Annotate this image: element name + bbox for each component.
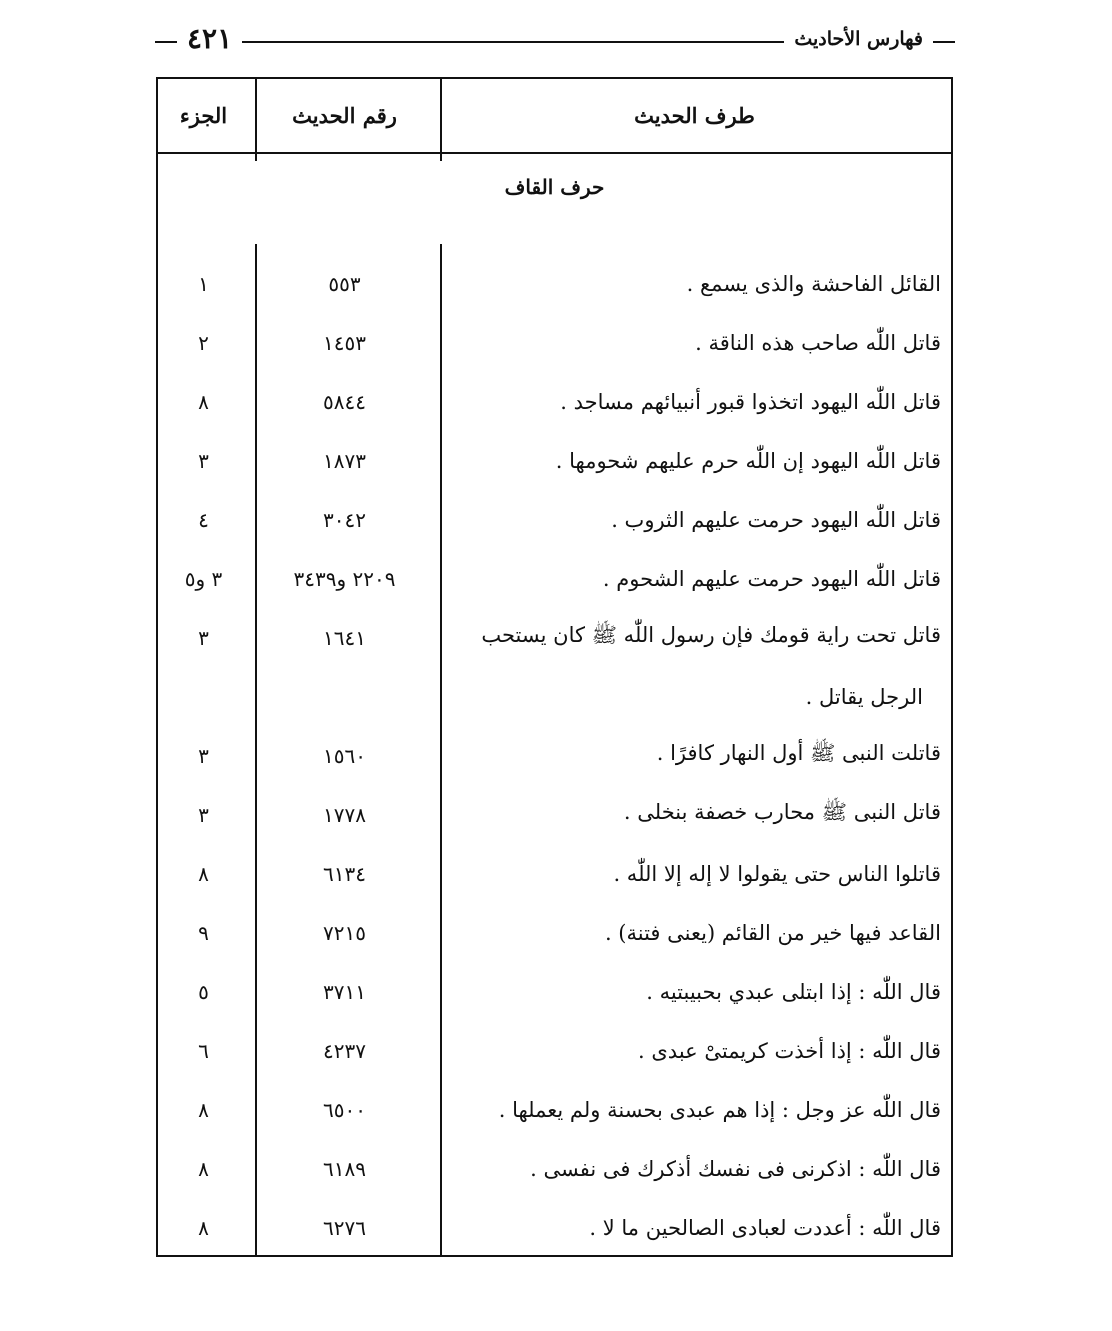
hadith-text: الرجل يقاتل . [805,684,923,709]
table-header-row [158,79,951,154]
volume-number: ٣ [198,802,209,827]
volume-number: ٥ [198,979,209,1004]
hadith-text: قاتل اللّٰه اليهود حرمت عليهم الثروب . [611,507,941,532]
table-row [158,903,951,962]
hadith-text: قاتل اللّٰه اليهود إن اللّٰه حرم عليهم شحومها . [555,448,941,473]
hadith-number: ٥٥٣ [328,271,361,296]
table-row [158,1021,951,1080]
hadith-number: ٥٨٤٤ [323,389,366,414]
table-row [158,313,951,372]
hadith-text: قاتل تحت راية قومك فإن رسول اللّٰه ﷺ كان يستحب [481,623,941,647]
hadith-number: ٢٢٠٩ و٣٤٣٩ [293,566,396,591]
volume-number: ٩ [198,920,209,945]
hadith-number: ١٨٧٣ [323,448,366,473]
table-row [158,1080,951,1139]
hadith-number: ٤٢٣٧ [323,1038,366,1063]
volume-number: ٦ [198,1038,209,1063]
hadith-text: قال اللّٰه : إذا ابتلى عبدي بحبيبتيه . [646,979,941,1004]
hadith-text: قال اللّٰه : اذكرنى فى نفسك أذكرك فى نفسى . [530,1156,941,1181]
hadith-number: ١٧٧٨ [323,802,366,827]
hadith-text: القاعد فيها خير من القائم (يعنى فتنة) . [604,920,941,945]
table-row [158,372,951,431]
hadith-text: قاتلوا الناس حتى يقولوا لا إله إلا اللّٰه . [613,861,941,886]
volume-number: ١ [198,271,209,296]
hadith-number: ١٦٤١ [323,625,366,650]
running-header [155,22,955,62]
table-row [158,431,951,490]
table-row [158,608,951,667]
column-header-number: رقم الحديث [292,103,397,128]
hadith-text: قاتلت النبى ﷺ أول النهار كافرًا . [656,741,941,765]
hadith-text: قاتل اللّٰه اليهود اتخذوا قبور أنبيائهم مساجد . [560,389,941,414]
volume-number: ٣ [198,448,209,473]
volume-number: ٨ [198,1215,209,1240]
hadith-text: قال اللّٰه عز وجل : إذا هم عبدى بحسنة ولم يعملها . [498,1097,941,1122]
hadith-number: ٦١٨٩ [323,1156,366,1181]
column-header-text: طرف الحديث [634,103,755,128]
table-row [158,844,951,903]
section-title: حرف القاف [504,175,605,199]
volume-number: ٨ [198,861,209,886]
column-divider [255,79,257,161]
table-row [158,726,951,785]
table-row [158,1198,951,1257]
hadith-text: القائل الفاحشة والذى يسمع . [686,271,941,296]
column-divider [440,79,442,161]
hadith-number: ٧٢١٥ [323,920,366,945]
column-header-volume: الجزء [179,103,228,128]
hadith-text: قال اللّٰه : أعددت لعبادى الصالحين ما لا . [589,1215,941,1240]
volume-number: ٨ [198,389,209,414]
hadith-number: ١٥٦٠ [323,743,366,768]
volume-number: ٣ [198,743,209,768]
table-row [158,549,951,608]
hadith-number: ٦٥٠٠ [323,1097,366,1122]
volume-number: ٢ [198,330,209,355]
table-row [158,962,951,1021]
table-row-continuation [158,667,951,726]
table-row [158,490,951,549]
hadith-number: ٣٠٤٢ [323,507,366,532]
running-title: فهارس الأحاديث [784,28,933,50]
hadith-number: ٣٧١١ [323,979,366,1004]
volume-number: ٨ [198,1156,209,1181]
hadith-number: ١٤٥٣ [323,330,366,355]
hadith-text: قاتل اللّٰه صاحب هذه الناقة . [695,330,941,355]
volume-number: ٣ [198,625,209,650]
volume-number: ٤ [198,507,209,532]
hadith-number: ٦١٣٤ [323,861,366,886]
table-row [158,254,951,313]
table-row [158,1139,951,1198]
hadith-text: قاتل النبى ﷺ محارب خصفة بنخلى . [623,800,941,824]
volume-number: ٨ [198,1097,209,1122]
table-row [158,785,951,844]
volume-number: ٣ و٥ [184,566,223,591]
hadith-text: قال اللّٰه : إذا أخذت كريمتىْ عبدى . [638,1038,941,1063]
hadith-index-table [156,77,953,1257]
hadith-number: ٦٢٧٦ [323,1215,366,1240]
page-number: ٤٢١ [177,22,242,55]
hadith-text: قاتل اللّٰه اليهود حرمت عليهم الشحوم . [602,566,941,591]
